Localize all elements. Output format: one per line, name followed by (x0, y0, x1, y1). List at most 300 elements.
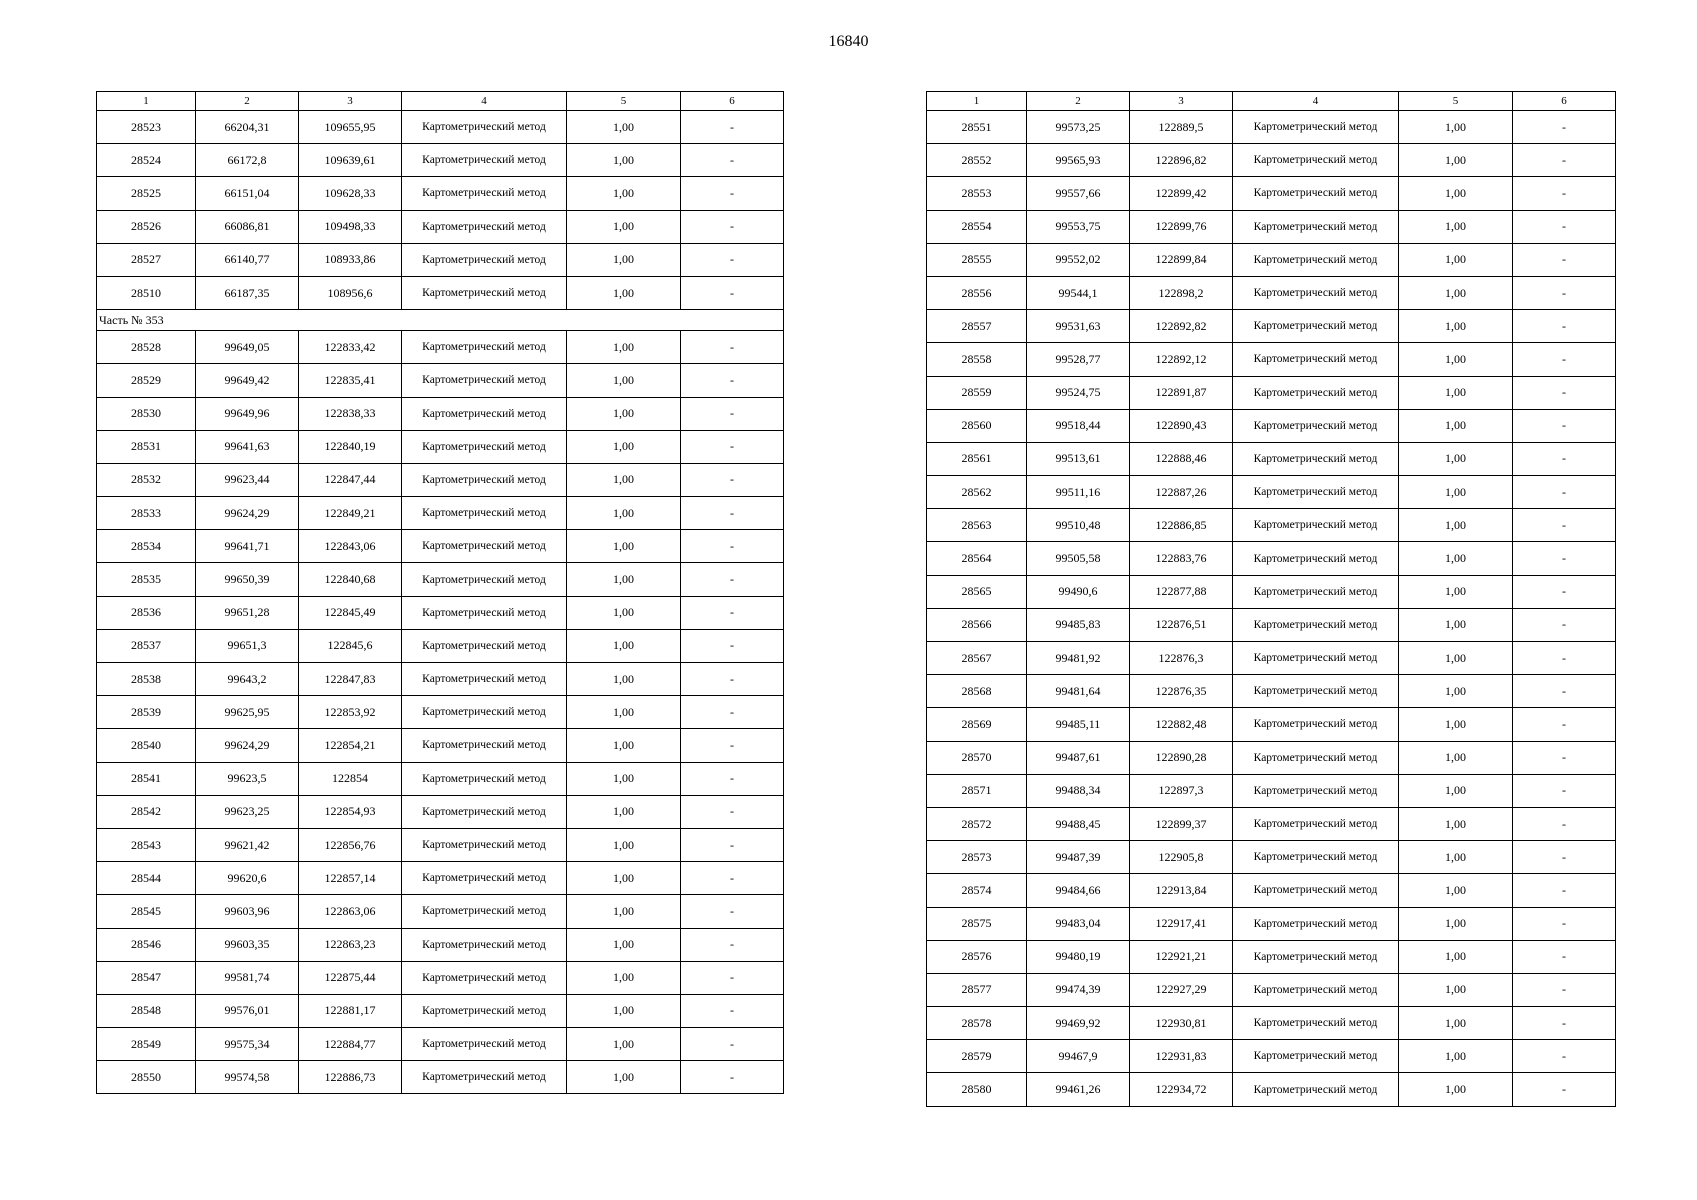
note-cell: - (681, 276, 784, 309)
point-number-cell: 28566 (927, 608, 1027, 641)
table-row (927, 741, 1616, 774)
table-row (927, 608, 1616, 641)
method-cell: Картометрический метод (402, 994, 567, 1027)
method-cell: Картометрический метод (1233, 708, 1399, 741)
method-cell: Картометрический метод (402, 596, 567, 629)
point-number-cell: 28575 (927, 907, 1027, 940)
accuracy-cell: 1,00 (567, 243, 681, 276)
x-coordinate-cell: 99481,64 (1027, 675, 1130, 708)
method-cell: Картометрический метод (1233, 243, 1399, 276)
y-coordinate-cell: 122899,84 (1130, 243, 1233, 276)
note-cell: - (1513, 111, 1616, 144)
section-header-row (97, 310, 784, 331)
x-coordinate-cell: 99651,3 (196, 629, 299, 662)
accuracy-cell: 1,00 (1399, 841, 1513, 874)
point-number-cell: 28555 (927, 243, 1027, 276)
y-coordinate-cell: 122930,81 (1130, 1007, 1233, 1040)
table-row (97, 276, 784, 309)
point-number-cell: 28559 (927, 376, 1027, 409)
note-cell: - (1513, 310, 1616, 343)
point-number-cell: 28552 (927, 144, 1027, 177)
y-coordinate-cell: 122890,43 (1130, 409, 1233, 442)
y-coordinate-cell: 122892,12 (1130, 343, 1233, 376)
x-coordinate-cell: 99624,29 (196, 497, 299, 530)
y-coordinate-cell: 122877,88 (1130, 575, 1233, 608)
accuracy-cell: 1,00 (1399, 409, 1513, 442)
method-cell: Картометрический метод (402, 729, 567, 762)
x-coordinate-cell: 99505,58 (1027, 542, 1130, 575)
accuracy-cell: 1,00 (1399, 708, 1513, 741)
accuracy-cell: 1,00 (1399, 575, 1513, 608)
method-cell: Картометрический метод (1233, 608, 1399, 641)
point-number-cell: 28567 (927, 642, 1027, 675)
method-cell: Картометрический метод (402, 862, 567, 895)
note-cell: - (681, 111, 784, 144)
accuracy-cell: 1,00 (567, 928, 681, 961)
accuracy-cell: 1,00 (1399, 243, 1513, 276)
accuracy-cell: 1,00 (1399, 111, 1513, 144)
accuracy-cell: 1,00 (1399, 940, 1513, 973)
note-cell: - (681, 210, 784, 243)
method-cell: Картометрический метод (1233, 973, 1399, 1006)
method-cell: Картометрический метод (402, 1028, 567, 1061)
point-number-cell: 28548 (97, 994, 196, 1027)
point-number-cell: 28571 (927, 774, 1027, 807)
accuracy-cell: 1,00 (1399, 741, 1513, 774)
x-coordinate-cell: 99649,05 (196, 331, 299, 364)
accuracy-cell: 1,00 (567, 276, 681, 309)
y-coordinate-cell: 122876,51 (1130, 608, 1233, 641)
x-coordinate-cell: 99650,39 (196, 563, 299, 596)
table-row (97, 563, 784, 596)
accuracy-cell: 1,00 (1399, 675, 1513, 708)
y-coordinate-cell: 122899,37 (1130, 807, 1233, 840)
accuracy-cell: 1,00 (567, 430, 681, 463)
accuracy-cell: 1,00 (1399, 376, 1513, 409)
column-header: 6 (681, 92, 784, 111)
x-coordinate-cell: 66086,81 (196, 210, 299, 243)
point-number-cell: 28540 (97, 729, 196, 762)
table-row (927, 210, 1616, 243)
x-coordinate-cell: 99484,66 (1027, 874, 1130, 907)
accuracy-cell: 1,00 (567, 177, 681, 210)
method-cell: Картометрический метод (1233, 741, 1399, 774)
point-number-cell: 28527 (97, 243, 196, 276)
point-number-cell: 28576 (927, 940, 1027, 973)
x-coordinate-cell: 99620,6 (196, 862, 299, 895)
accuracy-cell: 1,00 (1399, 608, 1513, 641)
accuracy-cell: 1,00 (567, 596, 681, 629)
note-cell: - (681, 331, 784, 364)
y-coordinate-cell: 122905,8 (1130, 841, 1233, 874)
method-cell: Картометрический метод (1233, 376, 1399, 409)
point-number-cell: 28526 (97, 210, 196, 243)
method-cell: Картометрический метод (402, 243, 567, 276)
note-cell: - (681, 729, 784, 762)
table-row (927, 509, 1616, 542)
x-coordinate-cell: 99510,48 (1027, 509, 1130, 542)
note-cell: - (681, 596, 784, 629)
table-row (97, 1028, 784, 1061)
point-number-cell: 28573 (927, 841, 1027, 874)
y-coordinate-cell: 122857,14 (299, 862, 402, 895)
method-cell: Картометрический метод (1233, 509, 1399, 542)
method-cell: Картометрический метод (402, 961, 567, 994)
x-coordinate-cell: 99552,02 (1027, 243, 1130, 276)
x-coordinate-cell: 99641,63 (196, 430, 299, 463)
table-row (97, 210, 784, 243)
method-cell: Картометрический метод (402, 1061, 567, 1094)
x-coordinate-cell: 99573,25 (1027, 111, 1130, 144)
table-header-row (927, 92, 1616, 111)
table-row (927, 708, 1616, 741)
accuracy-cell: 1,00 (567, 210, 681, 243)
note-cell: - (1513, 442, 1616, 475)
accuracy-cell: 1,00 (567, 1028, 681, 1061)
point-number-cell: 28544 (97, 862, 196, 895)
y-coordinate-cell: 122881,17 (299, 994, 402, 1027)
note-cell: - (681, 994, 784, 1027)
method-cell: Картометрический метод (402, 696, 567, 729)
accuracy-cell: 1,00 (567, 463, 681, 496)
x-coordinate-cell: 99513,61 (1027, 442, 1130, 475)
point-number-cell: 28547 (97, 961, 196, 994)
accuracy-cell: 1,00 (1399, 177, 1513, 210)
point-number-cell: 28557 (927, 310, 1027, 343)
note-cell: - (681, 177, 784, 210)
column-header: 2 (1027, 92, 1130, 111)
note-cell: - (1513, 1073, 1616, 1106)
note-cell: - (1513, 144, 1616, 177)
accuracy-cell: 1,00 (1399, 210, 1513, 243)
table-row (97, 696, 784, 729)
y-coordinate-cell: 109628,33 (299, 177, 402, 210)
y-coordinate-cell: 122896,82 (1130, 144, 1233, 177)
accuracy-cell: 1,00 (1399, 442, 1513, 475)
table-row (97, 895, 784, 928)
point-number-cell: 28531 (97, 430, 196, 463)
note-cell: - (1513, 874, 1616, 907)
x-coordinate-cell: 99623,25 (196, 795, 299, 828)
point-number-cell: 28572 (927, 807, 1027, 840)
x-coordinate-cell: 99544,1 (1027, 276, 1130, 309)
y-coordinate-cell: 122898,2 (1130, 276, 1233, 309)
y-coordinate-cell: 122891,87 (1130, 376, 1233, 409)
method-cell: Картометрический метод (1233, 1073, 1399, 1106)
accuracy-cell: 1,00 (1399, 973, 1513, 1006)
x-coordinate-cell: 99531,63 (1027, 310, 1130, 343)
accuracy-cell: 1,00 (567, 111, 681, 144)
accuracy-cell: 1,00 (567, 729, 681, 762)
point-number-cell: 28546 (97, 928, 196, 961)
table-row (97, 961, 784, 994)
table-row (927, 841, 1616, 874)
note-cell: - (1513, 675, 1616, 708)
table-row (927, 542, 1616, 575)
y-coordinate-cell: 122847,44 (299, 463, 402, 496)
note-cell: - (1513, 774, 1616, 807)
x-coordinate-cell: 99574,58 (196, 1061, 299, 1094)
table-row (927, 442, 1616, 475)
y-coordinate-cell: 122899,42 (1130, 177, 1233, 210)
x-coordinate-cell: 99621,42 (196, 828, 299, 861)
table-row (97, 430, 784, 463)
x-coordinate-cell: 66140,77 (196, 243, 299, 276)
method-cell: Картометрический метод (1233, 841, 1399, 874)
y-coordinate-cell: 122897,3 (1130, 774, 1233, 807)
y-coordinate-cell: 122887,26 (1130, 476, 1233, 509)
x-coordinate-cell: 99649,42 (196, 364, 299, 397)
method-cell: Картометрический метод (1233, 675, 1399, 708)
method-cell: Картометрический метод (402, 463, 567, 496)
point-number-cell: 28577 (927, 973, 1027, 1006)
x-coordinate-cell: 99524,75 (1027, 376, 1130, 409)
x-coordinate-cell: 99474,39 (1027, 973, 1130, 1006)
method-cell: Картометрический метод (402, 210, 567, 243)
table-row (927, 1040, 1616, 1073)
point-number-cell: 28565 (927, 575, 1027, 608)
x-coordinate-cell: 99490,6 (1027, 575, 1130, 608)
table-body (97, 111, 784, 1094)
point-number-cell: 28535 (97, 563, 196, 596)
method-cell: Картометрический метод (1233, 144, 1399, 177)
point-number-cell: 28528 (97, 331, 196, 364)
method-cell: Картометрический метод (402, 895, 567, 928)
method-cell: Картометрический метод (402, 928, 567, 961)
method-cell: Картометрический метод (1233, 409, 1399, 442)
y-coordinate-cell: 122840,19 (299, 430, 402, 463)
table-row (927, 642, 1616, 675)
table-row (97, 862, 784, 895)
method-cell: Картометрический метод (402, 111, 567, 144)
method-cell: Картометрический метод (1233, 177, 1399, 210)
note-cell: - (681, 463, 784, 496)
x-coordinate-cell: 99488,45 (1027, 807, 1130, 840)
note-cell: - (1513, 376, 1616, 409)
section-title: Часть № 353 (97, 310, 784, 331)
method-cell: Картометрический метод (402, 629, 567, 662)
point-number-cell: 28510 (97, 276, 196, 309)
note-cell: - (681, 795, 784, 828)
note-cell: - (1513, 243, 1616, 276)
table-row (927, 907, 1616, 940)
x-coordinate-cell: 99518,44 (1027, 409, 1130, 442)
y-coordinate-cell: 122882,48 (1130, 708, 1233, 741)
table-row (927, 575, 1616, 608)
accuracy-cell: 1,00 (567, 563, 681, 596)
y-coordinate-cell: 122899,76 (1130, 210, 1233, 243)
coordinates-table-right (926, 91, 1616, 1107)
method-cell: Картометрический метод (1233, 343, 1399, 376)
note-cell: - (1513, 608, 1616, 641)
point-number-cell: 28534 (97, 530, 196, 563)
x-coordinate-cell: 99625,95 (196, 696, 299, 729)
y-coordinate-cell: 122838,33 (299, 397, 402, 430)
method-cell: Картометрический метод (402, 430, 567, 463)
x-coordinate-cell: 99488,34 (1027, 774, 1130, 807)
y-coordinate-cell: 122886,85 (1130, 509, 1233, 542)
note-cell: - (681, 828, 784, 861)
x-coordinate-cell: 99581,74 (196, 961, 299, 994)
table-row (97, 497, 784, 530)
column-header: 2 (196, 92, 299, 111)
point-number-cell: 28580 (927, 1073, 1027, 1106)
note-cell: - (1513, 542, 1616, 575)
x-coordinate-cell: 99528,77 (1027, 343, 1130, 376)
table-row (97, 663, 784, 696)
x-coordinate-cell: 99481,92 (1027, 642, 1130, 675)
accuracy-cell: 1,00 (1399, 1073, 1513, 1106)
column-header: 4 (1233, 92, 1399, 111)
x-coordinate-cell: 99575,34 (196, 1028, 299, 1061)
y-coordinate-cell: 122890,28 (1130, 741, 1233, 774)
note-cell: - (681, 862, 784, 895)
x-coordinate-cell: 99624,29 (196, 729, 299, 762)
note-cell: - (1513, 509, 1616, 542)
accuracy-cell: 1,00 (567, 762, 681, 795)
point-number-cell: 28541 (97, 762, 196, 795)
y-coordinate-cell: 122883,76 (1130, 542, 1233, 575)
point-number-cell: 28578 (927, 1007, 1027, 1040)
point-number-cell: 28542 (97, 795, 196, 828)
table-row (97, 795, 784, 828)
x-coordinate-cell: 99643,2 (196, 663, 299, 696)
point-number-cell: 28533 (97, 497, 196, 530)
table-row (97, 994, 784, 1027)
point-number-cell: 28532 (97, 463, 196, 496)
table-row (97, 331, 784, 364)
y-coordinate-cell: 122876,3 (1130, 642, 1233, 675)
method-cell: Картометрический метод (402, 530, 567, 563)
x-coordinate-cell: 99557,66 (1027, 177, 1130, 210)
point-number-cell: 28574 (927, 874, 1027, 907)
accuracy-cell: 1,00 (1399, 874, 1513, 907)
accuracy-cell: 1,00 (567, 994, 681, 1027)
y-coordinate-cell: 122849,21 (299, 497, 402, 530)
column-header: 4 (402, 92, 567, 111)
x-coordinate-cell: 99511,16 (1027, 476, 1130, 509)
x-coordinate-cell: 99485,83 (1027, 608, 1130, 641)
method-cell: Картометрический метод (402, 276, 567, 309)
method-cell: Картометрический метод (402, 364, 567, 397)
y-coordinate-cell: 108933,86 (299, 243, 402, 276)
accuracy-cell: 1,00 (567, 629, 681, 662)
point-number-cell: 28545 (97, 895, 196, 928)
y-coordinate-cell: 122931,83 (1130, 1040, 1233, 1073)
table-row (927, 973, 1616, 1006)
y-coordinate-cell: 122921,21 (1130, 940, 1233, 973)
table-row (927, 1007, 1616, 1040)
note-cell: - (1513, 575, 1616, 608)
point-number-cell: 28538 (97, 663, 196, 696)
note-cell: - (1513, 642, 1616, 675)
method-cell: Картометрический метод (402, 497, 567, 530)
accuracy-cell: 1,00 (567, 895, 681, 928)
column-header: 3 (299, 92, 402, 111)
method-cell: Картометрический метод (1233, 774, 1399, 807)
y-coordinate-cell: 122856,76 (299, 828, 402, 861)
table-row (927, 144, 1616, 177)
table-row (97, 828, 784, 861)
x-coordinate-cell: 99641,71 (196, 530, 299, 563)
method-cell: Картометрический метод (1233, 807, 1399, 840)
y-coordinate-cell: 122853,92 (299, 696, 402, 729)
y-coordinate-cell: 122884,77 (299, 1028, 402, 1061)
note-cell: - (1513, 1007, 1616, 1040)
x-coordinate-cell: 66151,04 (196, 177, 299, 210)
method-cell: Картометрический метод (1233, 1007, 1399, 1040)
note-cell: - (1513, 343, 1616, 376)
y-coordinate-cell: 122913,84 (1130, 874, 1233, 907)
accuracy-cell: 1,00 (567, 397, 681, 430)
accuracy-cell: 1,00 (1399, 1007, 1513, 1040)
y-coordinate-cell: 122854 (299, 762, 402, 795)
x-coordinate-cell: 66187,35 (196, 276, 299, 309)
point-number-cell: 28536 (97, 596, 196, 629)
table-row (927, 177, 1616, 210)
x-coordinate-cell: 99461,26 (1027, 1073, 1130, 1106)
method-cell: Картометрический метод (402, 177, 567, 210)
note-cell: - (1513, 940, 1616, 973)
accuracy-cell: 1,00 (1399, 476, 1513, 509)
x-coordinate-cell: 99553,75 (1027, 210, 1130, 243)
note-cell: - (1513, 741, 1616, 774)
x-coordinate-cell: 99603,35 (196, 928, 299, 961)
x-coordinate-cell: 99603,96 (196, 895, 299, 928)
x-coordinate-cell: 99576,01 (196, 994, 299, 1027)
y-coordinate-cell: 108956,6 (299, 276, 402, 309)
point-number-cell: 28579 (927, 1040, 1027, 1073)
table-row (97, 530, 784, 563)
y-coordinate-cell: 109498,33 (299, 210, 402, 243)
x-coordinate-cell: 99565,93 (1027, 144, 1130, 177)
method-cell: Картометрический метод (402, 828, 567, 861)
x-coordinate-cell: 99487,61 (1027, 741, 1130, 774)
accuracy-cell: 1,00 (1399, 343, 1513, 376)
point-number-cell: 28554 (927, 210, 1027, 243)
page-number: 16840 (828, 33, 869, 50)
point-number-cell: 28543 (97, 828, 196, 861)
table-row (927, 409, 1616, 442)
point-number-cell: 28550 (97, 1061, 196, 1094)
method-cell: Картометрический метод (402, 397, 567, 430)
table-row (97, 364, 784, 397)
column-header: 5 (567, 92, 681, 111)
table-row (927, 774, 1616, 807)
point-number-cell: 28563 (927, 509, 1027, 542)
note-cell: - (681, 629, 784, 662)
method-cell: Картометрический метод (1233, 476, 1399, 509)
table-row (927, 343, 1616, 376)
x-coordinate-cell: 99485,11 (1027, 708, 1130, 741)
y-coordinate-cell: 122840,68 (299, 563, 402, 596)
note-cell: - (1513, 177, 1616, 210)
table-row (97, 111, 784, 144)
y-coordinate-cell: 122845,49 (299, 596, 402, 629)
note-cell: - (681, 397, 784, 430)
x-coordinate-cell: 99469,92 (1027, 1007, 1130, 1040)
table-row (927, 675, 1616, 708)
accuracy-cell: 1,00 (567, 530, 681, 563)
accuracy-cell: 1,00 (567, 144, 681, 177)
y-coordinate-cell: 122854,21 (299, 729, 402, 762)
note-cell: - (1513, 708, 1616, 741)
table-row (927, 111, 1616, 144)
x-coordinate-cell: 99480,19 (1027, 940, 1130, 973)
note-cell: - (1513, 907, 1616, 940)
method-cell: Картометрический метод (1233, 310, 1399, 343)
note-cell: - (1513, 276, 1616, 309)
